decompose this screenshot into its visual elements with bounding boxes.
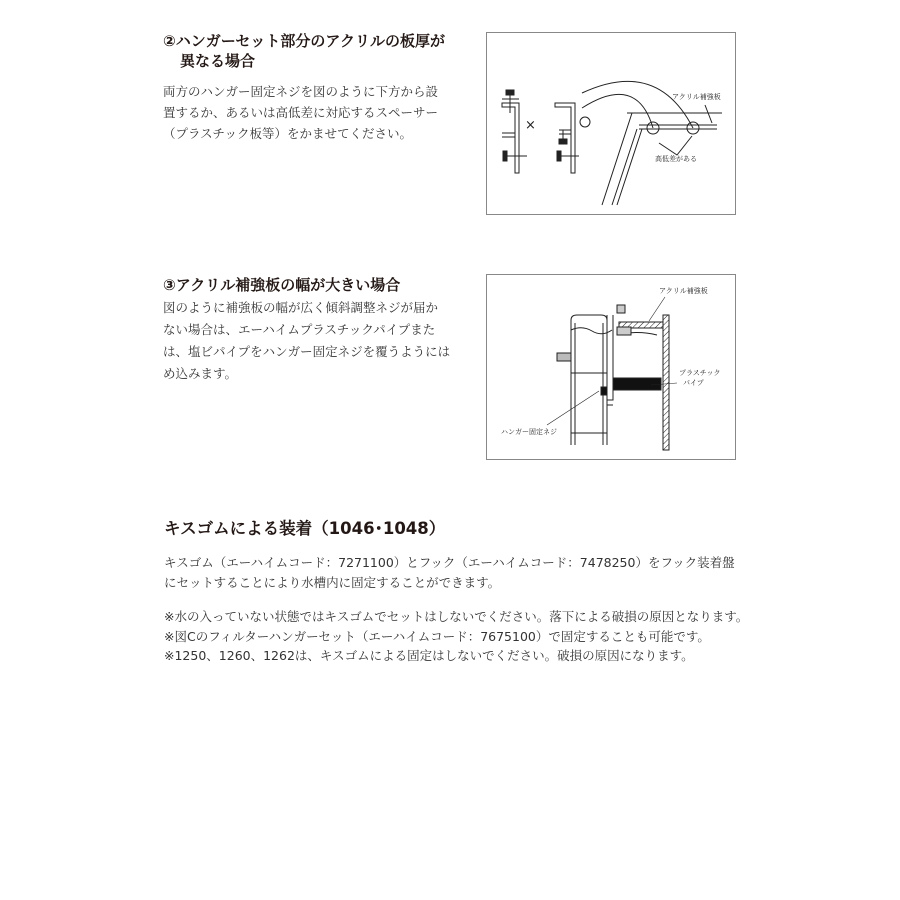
wrong-mark: × bbox=[525, 118, 536, 133]
body-line: 図のように補強板の幅が広く傾斜調整ネジが届か bbox=[163, 300, 439, 315]
kissgum-notes bbox=[164, 607, 748, 666]
label-plate: アクリル補強板 bbox=[659, 287, 708, 295]
hanger-right-illustration bbox=[555, 103, 579, 173]
label-diff: 高低差がある bbox=[655, 155, 697, 163]
section-2-heading bbox=[163, 31, 445, 71]
label-plate: アクリル補強板 bbox=[672, 93, 721, 101]
body-line: ない場合は、エーハイムプラスチックパイプまた bbox=[163, 322, 436, 337]
heading-line: ②ハンガーセット部分のアクリルの板厚が bbox=[163, 32, 445, 50]
note-line: ※水の入っていない状態ではキスゴムでセットはしないでください。落下による破損の原因となります。 bbox=[164, 609, 749, 624]
hanger-thickness-diagram bbox=[486, 32, 736, 215]
body-line: 置するか、あるいは高低差に対応するスペーサー bbox=[163, 105, 439, 120]
label-pipe: パイプ bbox=[683, 379, 704, 387]
section-2-body bbox=[163, 81, 438, 144]
body-line: キスゴム（エーハイムコード：7271100）とフック（エーハイムコード：7478250）をフック装着盤 bbox=[164, 555, 735, 570]
heading-line: 異なる場合 bbox=[180, 52, 256, 70]
hanger-wrong-illustration bbox=[502, 90, 527, 173]
body-line: （プラスチック板等）をかませてください。 bbox=[163, 126, 413, 141]
body-line: は、塩ビパイプをハンガー固定ネジを覆うようには bbox=[163, 344, 451, 359]
kissgum-heading: キスゴムによる装着（1046･1048） bbox=[164, 519, 446, 538]
label-screw: ハンガー固定ネジ bbox=[501, 428, 557, 436]
note-line: ※図Cのフィルターハンガーセット（エーハイムコード：7675100）で固定することも可能です。 bbox=[164, 628, 710, 644]
wide-plate-diagram bbox=[486, 274, 736, 460]
section-3-body bbox=[163, 297, 450, 385]
body-line: め込みます。 bbox=[163, 366, 238, 381]
body-line: にセットすることにより水槽内に固定することができます。 bbox=[164, 574, 501, 590]
section-3-heading: ③アクリル補強板の幅が大きい場合 bbox=[163, 276, 401, 294]
body-line: 両方のハンガー固定ネジを図のように下方から設 bbox=[163, 84, 439, 99]
label-pipe: プラスチック bbox=[679, 369, 721, 377]
right-mark-icon bbox=[580, 117, 590, 127]
kissgum-body bbox=[164, 553, 735, 592]
note-line: ※1250、1260、1262は、キスゴムによる固定はしないでください。破損の原因になります。 bbox=[164, 648, 694, 663]
